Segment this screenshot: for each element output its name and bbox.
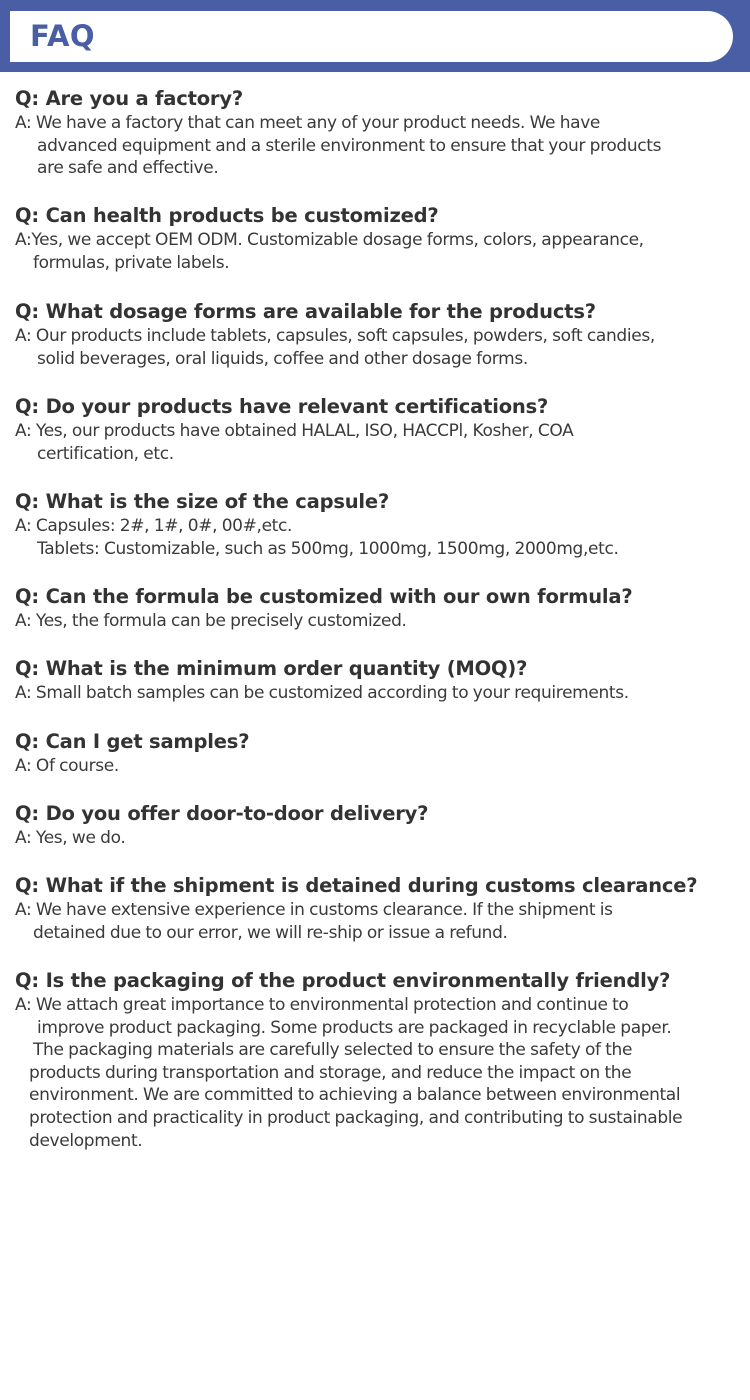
faq-answer-line: A:Yes, we accept OEM ODM. Customizable dosage forms, colors, appearance, (15, 230, 644, 250)
faq-answer (15, 420, 740, 465)
faq-answer (15, 325, 740, 370)
faq-answer (15, 515, 740, 560)
faq-item-customization (15, 203, 740, 274)
faq-answer-line: environment. We are committed to achieving a balance between environmental (29, 1085, 681, 1106)
faq-answer (15, 229, 740, 274)
faq-answer-line: A: We have a factory that can meet any of your product needs. We have (15, 113, 601, 133)
faq-answer-line: advanced equipment and a sterile environment to ensure that your products (37, 135, 662, 156)
faq-question: Q: What is the size of the capsule? (15, 490, 390, 513)
faq-answer-line: A: Capsules: 2#, 1#, 0#, 00#,etc. (15, 516, 293, 536)
faq-question: Q: Can health products be customized? (15, 204, 439, 227)
faq-item-moq (15, 656, 740, 705)
faq-item-certifications (15, 394, 740, 465)
faq-answer-line: protection and practicality in product packaging, and contributing to sustainable (29, 1107, 683, 1128)
faq-question: Q: Can I get samples? (15, 730, 250, 753)
faq-answer-line: are safe and effective. (37, 158, 219, 179)
faq-answer (15, 112, 740, 180)
faq-question: Q: Can the formula be customized with our own formula? (15, 585, 633, 608)
faq-answer (15, 755, 740, 778)
faq-answer (15, 827, 740, 850)
faq-answer-line: formulas, private labels. (33, 252, 230, 273)
faq-question: Q: What is the minimum order quantity (MOQ)? (15, 657, 528, 680)
faq-item-packaging (15, 968, 740, 1152)
faq-question: Q: What if the shipment is detained during customs clearance? (15, 874, 698, 897)
faq-answer (15, 899, 740, 944)
faq-item-samples (15, 729, 740, 778)
faq-answer-line: A: We have extensive experience in customs clearance. If the shipment is (15, 900, 613, 920)
faq-answer (15, 994, 740, 1152)
faq-answer-line: A: Yes, we do. (15, 828, 126, 848)
faq-answer-line: products during transportation and storage, and reduce the impact on the (29, 1062, 632, 1083)
page-title: FAQ (30, 19, 96, 53)
faq-question: Q: Do you offer door-to-door delivery? (15, 802, 429, 825)
faq-answer-line: A: Small batch samples can be customized according to your requirements. (15, 683, 629, 703)
faq-item-custom-formula (15, 584, 740, 633)
faq-answer (15, 610, 740, 633)
faq-question: Q: What dosage forms are available for the products? (15, 300, 596, 323)
faq-item-factory (15, 86, 740, 180)
faq-item-delivery (15, 801, 740, 850)
faq-answer-line: development. (29, 1130, 143, 1151)
faq-item-dosage-forms (15, 299, 740, 370)
faq-answer-line: A: We attach great importance to environmental protection and continue to (15, 995, 629, 1015)
faq-answer (15, 682, 740, 705)
faq-answer-line: Tablets: Customizable, such as 500mg, 1000mg, 1500mg, 2000mg,etc. (37, 538, 619, 559)
faq-answer-line: A: Yes, the formula can be precisely customized. (15, 611, 407, 631)
faq-question: Q: Are you a factory? (15, 87, 243, 110)
faq-answer-line: detained due to our error, we will re-ship or issue a refund. (33, 922, 508, 943)
faq-answer-line: A: Yes, our products have obtained HALAL, ISO, HACCPl, Kosher, COA (15, 421, 574, 441)
faq-answer-line: A: Our products include tablets, capsules, soft capsules, powders, soft candies, (15, 326, 655, 346)
faq-question: Q: Is the packaging of the product environmentally friendly? (15, 969, 671, 992)
faq-answer-line: The packaging materials are carefully selected to ensure the safety of the (33, 1040, 633, 1061)
faq-item-capsule-size (15, 489, 740, 560)
faq-answer-line: improve product packaging. Some products are packaged in recyclable paper. (37, 1017, 672, 1038)
faq-answer-line: certification, etc. (37, 443, 174, 464)
faq-answer-line: solid beverages, oral liquids, coffee and other dosage forms. (37, 348, 528, 369)
faq-answer-line: A: Of course. (15, 756, 119, 776)
faq-question: Q: Do your products have relevant certifications? (15, 395, 549, 418)
faq-item-customs (15, 873, 740, 944)
